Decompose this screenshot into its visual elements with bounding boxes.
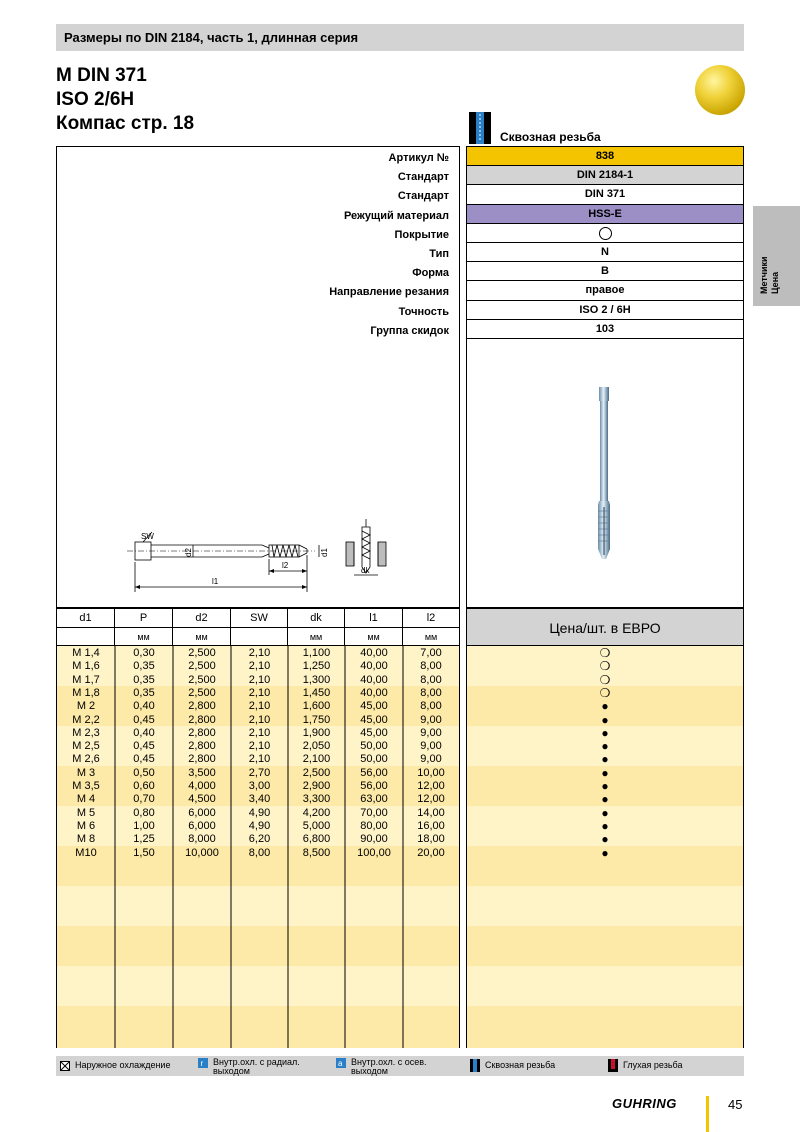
table-cell: 0,40 [133,700,155,713]
title-tolerance: ISO 2/6H [56,89,135,110]
table-cell: 0,30 [133,647,155,659]
table-cell: 1,450 [302,686,331,699]
through-thread-small-icon [470,1059,480,1072]
table-cell: 2,800 [188,740,216,753]
col-p: P [115,608,173,627]
table-cell: 2,10 [248,673,271,686]
table-cell: 2,10 [248,700,271,713]
availability-marker: ● [601,779,609,793]
table-cell: 2,10 [248,713,271,726]
spec-value-form: B [467,262,743,281]
availability-marker: ● [601,739,609,754]
label-l2: l2 [282,561,289,570]
table-cell: 2,10 [248,740,271,753]
availability-marker: ❍ [599,685,611,700]
spec-value-article: 838 [467,147,743,166]
table-cell: 1,25 [133,833,155,846]
table-cell: M 1,4 [72,647,100,659]
page-number: 45 [728,1097,743,1112]
table-cell: 8,500 [302,846,331,859]
table-cell: 8,00 [420,686,442,699]
table-cell: 0,35 [133,673,155,686]
spec-value-direction: правое [467,281,743,300]
spec-label-type: Тип [429,247,449,260]
spec-label-coating: Покрытие [394,228,449,241]
table-cell: 10,00 [417,766,445,779]
spec-label-tolerance: Точность [398,305,449,318]
table-cell: 1,250 [302,660,331,673]
spec-label-direction: Направление резания [329,286,449,299]
table-cell: 0,45 [133,740,155,753]
spec-label-article: Артикул № [388,152,449,164]
table-cell: 3,300 [302,793,331,806]
table-cell: 1,750 [302,713,331,726]
table-cell: 0,35 [133,660,155,673]
table-cell: 40,00 [360,660,388,673]
table-cell: 4,200 [302,806,331,819]
table-cell: 1,600 [302,700,331,713]
brand-logo: GUHRING [612,1096,677,1111]
footer-accent-bar [706,1096,709,1132]
table-cell: 0,45 [133,753,155,766]
price-table [466,608,744,1048]
table-cell: 90,00 [360,833,388,846]
table-cell: 7,00 [420,647,442,659]
spec-label-standard: Стандарт [397,171,449,184]
availability-marker: ● [601,712,609,727]
spec-value-discount: 103 [467,320,743,339]
tap-product-image [589,387,619,562]
col-l2: l2 [403,608,459,627]
table-units-row [57,627,459,646]
table-cell: 4,90 [248,806,271,819]
table-cell: 0,40 [133,726,155,739]
table-cell: 2,70 [248,766,271,779]
col-sw: SW [231,608,288,627]
table-cell: M 8 [76,833,96,846]
unit-l1: мм [345,627,403,645]
unit-l2: мм [403,627,459,645]
table-cell: 6,000 [188,819,216,832]
dimensions-table [56,608,460,1048]
table-cell: 12,00 [417,793,445,806]
spec-value-type: N [467,243,743,262]
availability-marker: ● [601,725,609,740]
table-cell: 56,00 [360,766,388,779]
table-cell: 12,00 [417,780,445,792]
spec-label-standard-2: Стандарт [397,190,449,203]
label-l1: l1 [212,577,219,586]
table-cell: 2,800 [188,713,216,726]
availability-marker: ● [601,832,609,847]
table-cell: 0,35 [133,686,155,699]
table-cell: 1,50 [133,846,155,859]
radial-cooling-icon [198,1058,208,1068]
table-cell: 3,500 [188,766,216,779]
table-cell: 50,00 [360,740,388,753]
table-header-row [57,608,459,627]
availability-marker: ● [601,818,609,833]
availability-marker: ● [601,699,609,714]
col-dk: dk [288,608,345,627]
table-cell: 14,00 [417,806,445,819]
table-cell: 10,000 [185,846,219,859]
spec-value-tolerance: ISO 2 / 6H [467,301,743,320]
table-cell: 2,500 [302,766,331,779]
table-grid [57,646,461,1048]
table-cell: 40,00 [360,673,388,686]
table-cell: 16,00 [417,819,445,832]
spec-value-standard-2: DIN 371 [467,185,743,204]
table-cell: 1,300 [302,673,331,686]
table-cell: 0,80 [133,806,155,819]
side-tab-taps[interactable] [753,206,800,306]
page-header: Размеры по DIN 2184, часть 1, длинная серия [56,24,744,51]
table-cell: 6,800 [302,833,331,846]
unit-sw [231,627,288,645]
availability-marker: ● [601,792,609,807]
legend-axial: a Внутр.охл. с осев. выходом [338,1057,427,1076]
unit-d2: мм [173,627,231,645]
table-cell: 40,00 [360,647,388,659]
spec-value-coating [467,224,743,243]
unit-dk: мм [288,627,345,645]
label-d1: d1 [320,548,329,557]
table-cell: 0,50 [133,766,155,779]
availability-marker: ❍ [599,659,611,674]
table-cell: 0,60 [133,780,155,792]
table-cell: 4,000 [188,780,216,792]
col-d1: d1 [57,608,115,627]
table-cell: M 3 [76,766,96,779]
table-cell: M 2,5 [72,740,100,753]
table-cell: 2,500 [188,647,216,659]
table-cell: M 1,6 [72,660,100,673]
table-cell: 8,00 [420,700,442,713]
table-cell: 6,20 [248,833,271,846]
table-cell: 45,00 [360,700,388,713]
table-cell: 2,10 [248,647,271,659]
table-cell: 0,45 [133,713,155,726]
table-cell: 9,00 [420,713,442,726]
table-cell: 4,500 [188,793,216,806]
table-cell: 2,10 [248,726,271,739]
table-cell: 8,00 [420,660,442,673]
table-cell: 2,500 [188,686,216,699]
legend-bar [56,1056,744,1076]
table-cell: 2,10 [248,660,271,673]
unit-p: мм [115,627,173,645]
table-cell: 2,100 [302,753,331,766]
table-cell: M10 [75,846,97,859]
table-cell: 2,10 [248,686,271,699]
table-cell: 40,00 [360,686,388,699]
table-cell: M 2,6 [72,753,100,766]
availability-marker: ● [601,805,609,820]
table-cell: 2,800 [188,726,216,739]
availability-marker: ● [601,765,609,780]
availability-marker: ❍ [599,646,611,660]
col-d2: d2 [173,608,231,627]
spec-value-standard: DIN 2184-1 [467,166,743,185]
table-cell: M 3,5 [72,780,100,792]
table-cell: 2,800 [188,753,216,766]
table-cell: M 4 [76,793,96,806]
table-cell: M 5 [76,806,96,819]
title-compass-ref: Компас стр. 18 [56,113,195,134]
coating-ball-icon [695,65,745,115]
spec-label-material: Режущий материал [343,209,449,222]
side-tab-label: Метчики Цена [759,256,780,294]
label-dk: dk [361,566,370,575]
table-cell: 2,500 [188,673,216,686]
table-cell: M 1,8 [72,686,100,699]
table-cell: 6,000 [188,806,216,819]
legend-external: Наружное охлаждение [60,1061,170,1071]
through-thread-icon [466,112,494,144]
table-cell: 4,90 [248,819,271,832]
table-cell: 5,000 [302,819,331,832]
legend-radial: r Внутр.охл. с радиал. выходом [198,1058,318,1076]
legend-through: Сквозная резьба [470,1059,555,1072]
svg-text:r: r [200,1059,204,1068]
label-sw: SW [141,532,154,541]
table-cell: 20,00 [417,846,445,859]
col-l1: l1 [345,608,403,627]
table-cell: 2,10 [248,753,271,766]
legend-blind: Глухая резьба [608,1059,682,1072]
svg-text:a: a [338,1059,343,1068]
spec-values [467,147,743,339]
blind-thread-icon [608,1059,618,1072]
table-cell: 80,00 [360,819,388,832]
table-cell: 3,40 [248,793,271,806]
table-cell: 100,00 [357,846,391,859]
table-cell: M 2,2 [72,713,100,726]
table-cell: 1,00 [133,819,155,832]
table-cell: 9,00 [420,740,442,753]
table-cell: 1,900 [302,726,331,739]
spec-values-panel [466,146,744,608]
spec-value-material: HSS-E [467,205,743,224]
table-cell: 2,050 [302,740,331,753]
table-cell: 70,00 [360,806,388,819]
table-cell: M 6 [76,819,96,832]
product-titles [56,64,194,136]
availability-marker: ● [601,845,609,860]
uncoated-circle-icon [599,227,612,240]
table-cell: 50,00 [360,753,388,766]
table-cell: M 2 [76,700,96,713]
table-cell: 2,900 [302,780,331,792]
table-cell: 63,00 [360,793,388,806]
price-header: Цена/шт. в ЕВРО [467,608,743,646]
table-cell: 8,00 [248,846,271,859]
availability-marker: ● [601,752,609,767]
table-cell: 2,500 [188,660,216,673]
table-cell: 9,00 [420,753,442,766]
axial-cooling-icon [336,1058,346,1068]
table-cell: 45,00 [360,713,388,726]
through-thread-label: Сквозная резьба [500,130,601,144]
unit-d1 [57,627,115,645]
table-cell: 45,00 [360,726,388,739]
label-d2: d2 [184,548,193,557]
external-cooling-icon [60,1061,70,1071]
title-standard: M DIN 371 [56,65,147,86]
table-cell: 18,00 [417,833,445,846]
table-cell: 3,00 [248,780,271,792]
table-cell: 8,000 [188,833,216,846]
table-cell: 8,00 [420,673,442,686]
table-cell: 2,800 [188,700,216,713]
table-cell: 1,100 [302,647,331,659]
table-cell: M 2,3 [72,726,100,739]
table-cell: M 1,7 [72,673,100,686]
table-cell: 56,00 [360,780,388,792]
tap-dimension-drawing [57,147,461,609]
spec-drawing-panel [56,146,460,608]
table-cell: 0,70 [133,793,155,806]
spec-label-form: Форма [412,267,449,280]
availability-marker: ❍ [599,672,611,687]
spec-label-discount: Группа скидок [370,324,449,337]
table-cell: 9,00 [420,726,442,739]
